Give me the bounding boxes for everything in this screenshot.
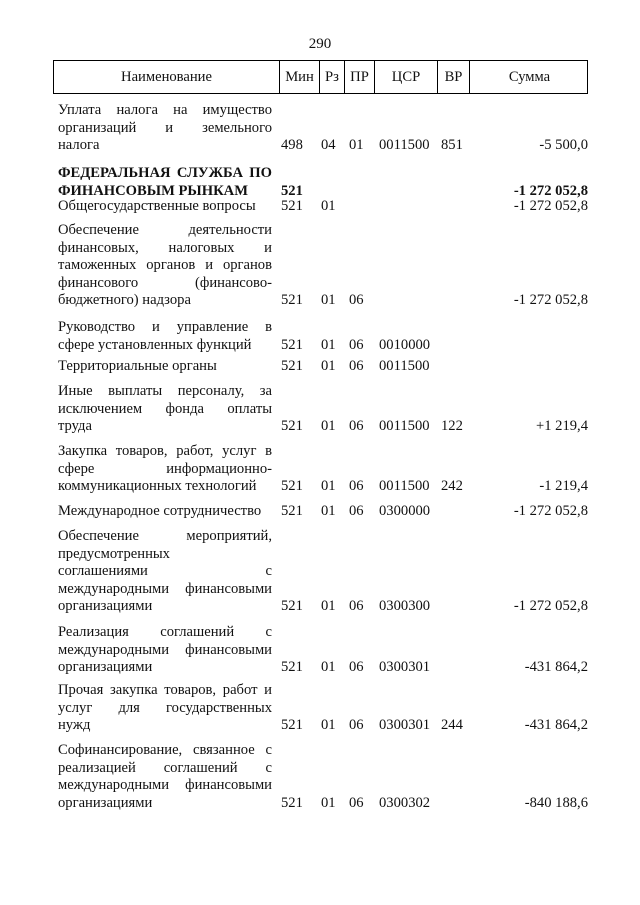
row-name: [58, 102, 272, 155]
row-rz: 01: [321, 198, 336, 214]
row-sum: -1 272 052,8: [513, 598, 588, 614]
row-name: [58, 383, 272, 436]
row-rz: 01: [321, 478, 336, 494]
row-name-line: финансового (финансово-: [58, 274, 272, 291]
row-rz: 01: [321, 659, 336, 675]
row-name-line: ФЕДЕРАЛЬНАЯ СЛУЖБА ПО: [58, 165, 272, 181]
row-vr: 244: [441, 717, 463, 733]
row-name: [58, 624, 272, 677]
header-min: Мин: [279, 61, 319, 93]
row-rz: 01: [321, 292, 336, 308]
row-min: 521: [281, 598, 303, 614]
row-name-line: сфере установленных функций: [58, 336, 252, 353]
table-row: [53, 198, 588, 216]
row-name: [58, 443, 272, 496]
table-row: [53, 383, 588, 436]
row-min: 521: [281, 336, 303, 353]
row-name-line: Общегосударственные вопросы: [58, 198, 256, 214]
row-rz: 01: [321, 358, 336, 374]
row-rz: 01: [321, 794, 336, 811]
row-name-line: предусмотренных: [58, 545, 170, 562]
page-number: 290: [308, 36, 332, 52]
row-name: [58, 682, 272, 735]
header-rz: Рз: [319, 61, 344, 93]
row-min: 521: [281, 717, 303, 733]
row-vr: 242: [441, 478, 463, 494]
row-csr: 0300000: [379, 503, 431, 519]
row-name-line: Международное сотрудничество: [58, 503, 262, 519]
row-pr: 06: [349, 503, 364, 519]
row-name-line: финансовых, налоговых и: [58, 239, 272, 256]
table-row: [53, 742, 588, 812]
row-rz: 01: [321, 598, 336, 614]
row-name: [58, 742, 272, 812]
row-sum: -1 219,4: [539, 478, 588, 494]
row-sum: -5 500,0: [539, 137, 588, 153]
row-sum: -1 272 052,8: [513, 182, 588, 199]
row-rz: 01: [321, 717, 336, 733]
row-name-line: Руководство и управление в: [58, 319, 272, 335]
table-row: [53, 528, 588, 616]
row-min: 521: [281, 292, 303, 308]
row-name-line: бюджетного) надзора: [58, 292, 191, 308]
table-row: [53, 682, 588, 735]
row-min: 521: [281, 182, 303, 199]
row-name-line: Закупка товаров, работ, услуг в: [58, 443, 272, 459]
table-row: [53, 624, 588, 677]
row-name: [58, 528, 272, 616]
row-sum: -1 272 052,8: [513, 503, 588, 519]
row-name-line: Обеспечение деятельности: [58, 222, 272, 238]
row-name-line: международными финансовыми: [58, 777, 272, 793]
row-sum: -1 272 052,8: [513, 292, 588, 308]
row-name-line: Прочая закупка товаров, работ и: [58, 682, 272, 698]
table-row: [53, 222, 588, 310]
row-name-line: реализацией соглашений с: [58, 759, 272, 776]
row-csr: 0011500: [379, 137, 430, 153]
row-vr: 122: [441, 418, 463, 434]
table-row: [53, 503, 588, 521]
row-pr: 06: [349, 292, 364, 308]
header-vr: ВР: [437, 61, 469, 93]
row-name: [58, 165, 272, 200]
row-csr: 0011500: [379, 478, 430, 494]
row-name-line: нужд: [58, 717, 91, 733]
row-pr: 06: [349, 478, 364, 494]
row-name-line: исключением фонда оплаты: [58, 400, 272, 417]
row-pr: 06: [349, 418, 364, 434]
table-row: [53, 358, 588, 376]
row-sum: -840 188,6: [524, 794, 588, 811]
row-name-line: Софинансирование, связанное с: [58, 742, 272, 758]
row-name-line: Уплата налога на имущество: [58, 102, 272, 118]
row-name-line: организациями: [58, 794, 153, 811]
row-rz: 04: [321, 137, 336, 153]
row-rz: 01: [321, 336, 336, 353]
row-name-line: соглашениями с: [58, 563, 272, 579]
row-min: 521: [281, 659, 303, 675]
row-pr: 06: [349, 336, 364, 353]
row-csr: 0300301: [379, 717, 431, 733]
header-csr: ЦСР: [374, 61, 437, 93]
row-rz: 01: [321, 503, 336, 519]
row-vr: 851: [441, 137, 463, 153]
row-min: 521: [281, 478, 303, 494]
row-name-line: ФИНАНСОВЫМ РЫНКАМ: [58, 182, 248, 199]
row-min: 521: [281, 503, 303, 519]
table-row: [53, 443, 588, 496]
row-name: [58, 198, 272, 216]
row-name: [58, 358, 272, 376]
row-csr: 0300302: [379, 794, 431, 811]
header-sum: Сумма: [469, 61, 589, 93]
row-pr: 06: [349, 598, 364, 614]
row-name-line: Иные выплаты персоналу, за: [58, 383, 272, 399]
row-csr: 0010000: [379, 336, 431, 353]
row-min: 521: [281, 358, 303, 374]
row-name: [58, 319, 272, 354]
row-min: 521: [281, 198, 303, 214]
row-csr: 0011500: [379, 418, 430, 434]
header-pr: ПР: [344, 61, 374, 93]
row-pr: 06: [349, 358, 364, 374]
row-name-line: международными финансовыми: [58, 580, 272, 597]
table-header: [53, 60, 588, 94]
row-sum: -431 864,2: [524, 659, 588, 675]
row-pr: 01: [349, 137, 364, 153]
row-sum: +1 219,4: [535, 418, 588, 434]
row-name-line: организациями: [58, 659, 153, 675]
row-pr: 06: [349, 794, 364, 811]
row-min: 521: [281, 418, 303, 434]
row-name-line: труда: [58, 418, 92, 434]
row-name-line: Реализация соглашений с: [58, 624, 272, 640]
row-name-line: сфере информационно-: [58, 460, 272, 477]
row-name: [58, 222, 272, 310]
row-min: 498: [281, 137, 303, 153]
row-pr: 06: [349, 717, 364, 733]
row-pr: 06: [349, 659, 364, 675]
row-name-line: коммуникационных технологий: [58, 478, 257, 494]
row-csr: 0011500: [379, 358, 430, 374]
row-sum: -431 864,2: [524, 717, 588, 733]
row-sum: -1 272 052,8: [513, 198, 588, 214]
row-name-line: организациями: [58, 598, 153, 614]
table-row: [53, 319, 588, 354]
row-name-line: таможенных органов и органов: [58, 257, 272, 273]
row-name-line: Территориальные органы: [58, 358, 217, 374]
table-row: [53, 165, 588, 200]
row-name-line: Обеспечение мероприятий,: [58, 528, 272, 544]
row-name-line: услуг для государственных: [58, 699, 272, 716]
header-name: Наименование: [121, 68, 212, 85]
table-row: [53, 102, 588, 155]
row-csr: 0300301: [379, 659, 431, 675]
row-min: 521: [281, 794, 303, 811]
row-name: [58, 503, 272, 521]
row-rz: 01: [321, 418, 336, 434]
row-name-line: международными финансовыми: [58, 641, 272, 658]
row-csr: 0300300: [379, 598, 431, 614]
row-name-line: организаций и земельного: [58, 119, 272, 136]
row-name-line: налога: [58, 137, 100, 153]
